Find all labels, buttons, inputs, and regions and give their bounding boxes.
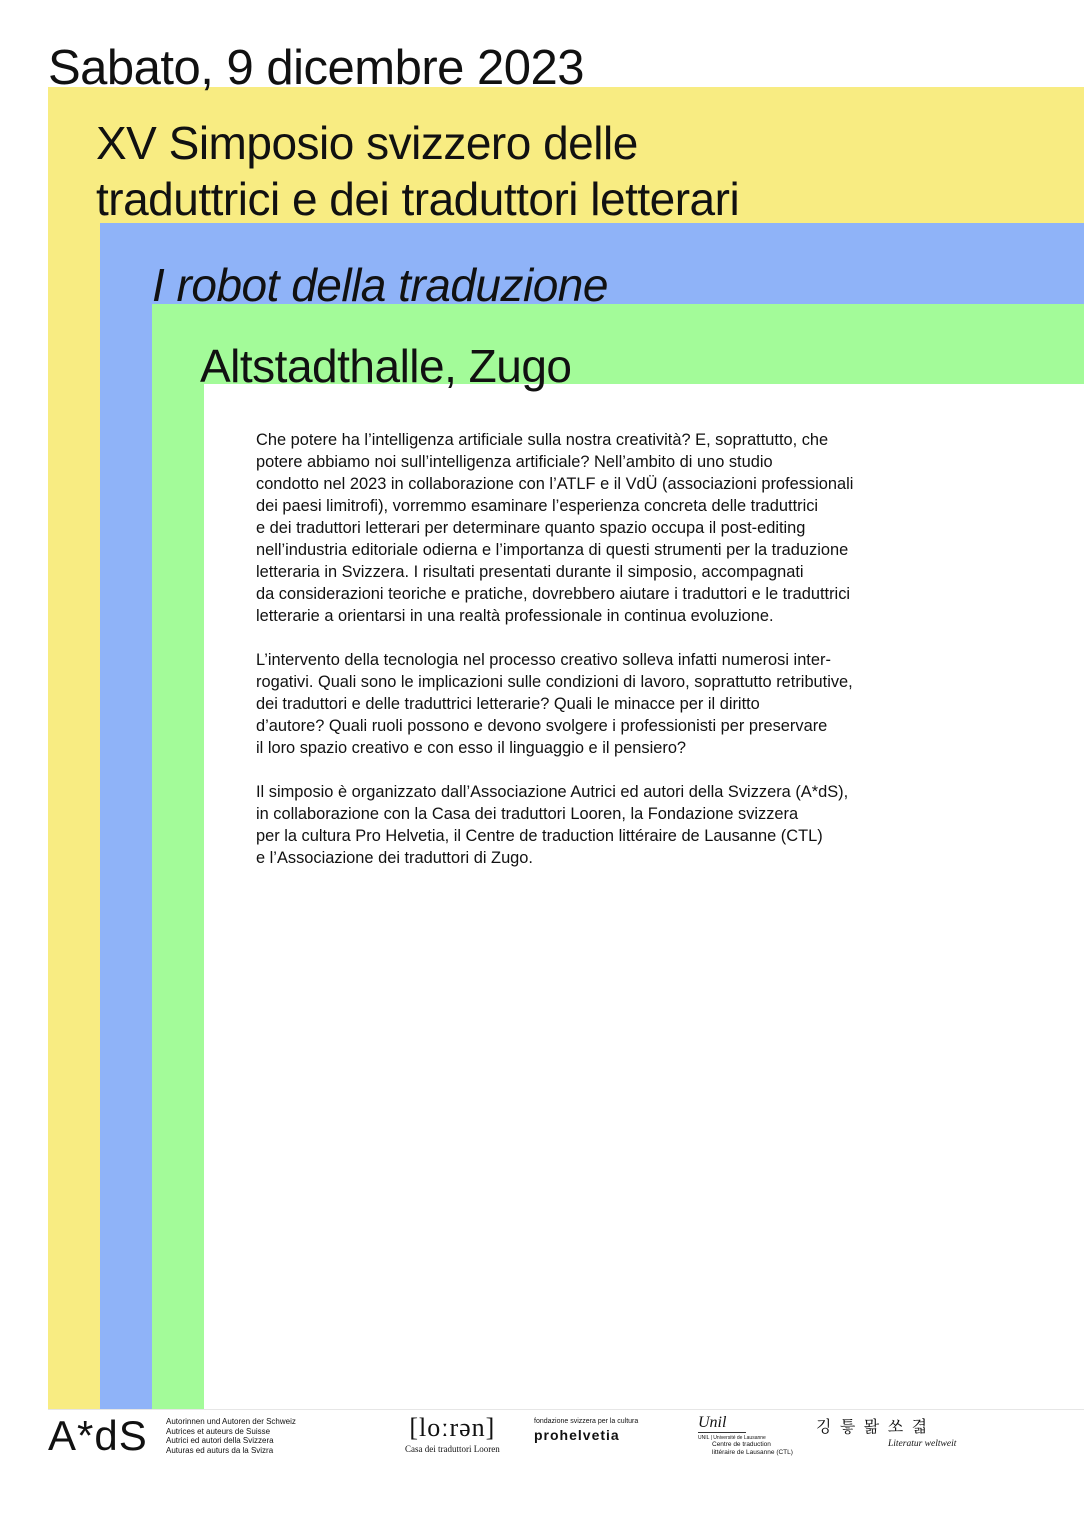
- ads-line: Autorinnen und Autoren der Schweiz: [166, 1417, 296, 1426]
- paragraph-3: [256, 781, 976, 869]
- text-line: nell’industria editoriale odierna e l’importanza di questi strumenti per la traduzione: [256, 541, 849, 559]
- unil-rule: [698, 1432, 746, 1433]
- text-line: potere abbiamo noi sull’intelligenza artificiale? Nell’ambito di uno studio: [256, 453, 773, 471]
- ads-line: Autrices et auteurs de Suisse: [166, 1426, 271, 1436]
- prohelvetia-tagline: fondazione svizzera per la cultura: [534, 1418, 639, 1425]
- description-text: [256, 429, 976, 891]
- unil-ctl-logo: [698, 1415, 793, 1456]
- text-line: e dei traduttori letterari per determinare quanto spazio occupa il post-editing: [256, 519, 806, 537]
- text-line: Che potere ha l’intelligenza artificiale sulla nostra creatività? E, soprattutto, che: [256, 431, 829, 449]
- text-line: letteraria in Svizzera. I risultati presentati durante il simposio, accompagnati: [256, 563, 804, 581]
- unil-small-text: UNIL | Université de Lausanne: [698, 1435, 766, 1441]
- looren-logo: [405, 1413, 500, 1455]
- text-line: dei traduttori e delle traduttrici letterarie? Quali le minacce per il diritto: [256, 695, 760, 713]
- ads-logo: A*dS: [48, 1412, 148, 1459]
- text-line: per la cultura Pro Helvetia, il Centre de traduction littéraire de Lausanne (CTL): [256, 827, 823, 845]
- event-venue: Altstadthalle, Zugo: [200, 340, 572, 392]
- ads-logo-lines: [166, 1417, 296, 1455]
- ads-line: Autrici ed autori della Svizzera: [166, 1436, 274, 1445]
- text-line: dei paesi limitrofi), vorremmo esaminare l’esperienza concreta delle traduttrici: [256, 497, 819, 515]
- text-line: condotto nel 2023 in collaborazione con l’ATLF e il VdÜ (associazioni professionali: [256, 475, 854, 493]
- text-line: d’autore? Quali ruoli possono e devono svolgere i professionisti per preservare: [256, 717, 828, 735]
- text-line: il loro spazio creativo e con esso il linguaggio e il pensiero?: [256, 739, 687, 757]
- event-title: [96, 115, 739, 227]
- event-date: Sabato, 9 dicembre 2023: [48, 41, 585, 95]
- literatur-weltweit-logo: [816, 1418, 956, 1450]
- prohelvetia-mark: prohelvetia: [534, 1427, 620, 1443]
- text-line: in collaborazione con la Casa dei traduttori Looren, la Fondazione svizzera: [256, 805, 799, 823]
- ctl-caption-line: Centre de traduction: [712, 1441, 771, 1448]
- text-line: L’intervento della tecnologia nel processo creativo solleva infatti numerosi inter-: [256, 651, 831, 669]
- literatur-weltweit-caption: Literatur weltweit: [888, 1439, 957, 1449]
- ctl-caption-line: littéraire de Lausanne (CTL): [712, 1448, 793, 1456]
- paragraph-2: [256, 649, 976, 759]
- paragraph-1: [256, 429, 976, 627]
- unil-mark: Unil: [698, 1414, 727, 1431]
- text-line: e l’Associazione dei traduttori di Zugo.: [256, 849, 533, 867]
- looren-mark: [loːrən]: [409, 1413, 496, 1442]
- text-line: da considerazioni teoriche e pratiche, dovrebbero aiutare i traduttori e le traduttrici: [256, 585, 851, 603]
- text-line: Il simposio è organizzato dall’Associazione Autrici ed autori della Svizzera (A*dS),: [256, 783, 849, 801]
- event-title-line-1: XV Simposio svizzero delle: [96, 117, 638, 169]
- ads-line: Auturas ed auturs da la Svizra: [166, 1445, 274, 1455]
- text-line: letterarie a orientarsi in una realtà professionale in continua evoluzione.: [256, 607, 774, 625]
- event-theme: I robot della traduzione: [152, 259, 608, 311]
- text-line: rogativi. Quali sono le implicazioni sulle condizioni di lavoro, soprattutto retributive,: [256, 673, 853, 691]
- looren-caption: Casa dei traduttori Looren: [405, 1444, 500, 1454]
- footer-divider: [48, 1409, 1084, 1410]
- literatur-weltweit-mark: 깅 틓 뫎 쏘 겳: [816, 1419, 930, 1436]
- event-title-line-2: traduttrici e dei traduttori letterari: [96, 173, 740, 225]
- prohelvetia-logo: [534, 1417, 638, 1444]
